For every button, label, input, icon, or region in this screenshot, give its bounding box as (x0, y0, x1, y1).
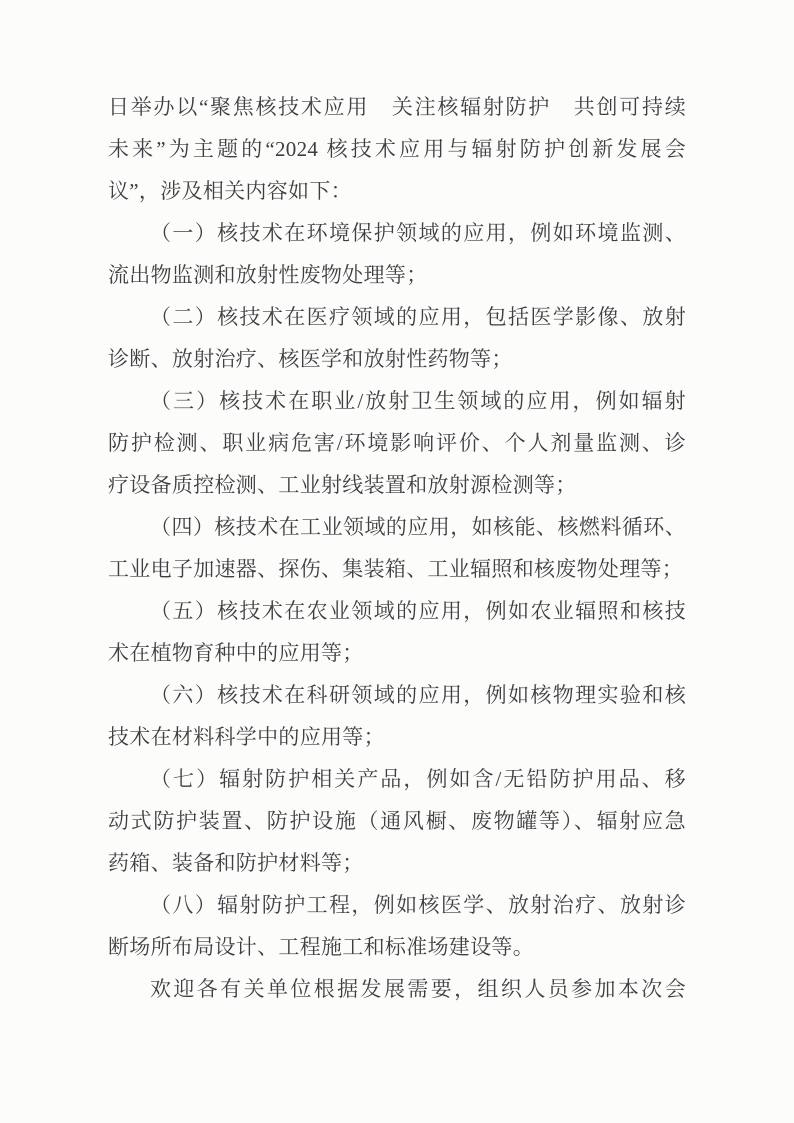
text-line: 断场所布局设计、工程施工和标准场建设等。 (108, 935, 534, 959)
text-line: （四）核技术在工业领域的应用，如核能、核燃料循环、 (150, 515, 686, 539)
text-line: （三）核技术在职业/放射卫生领域的应用，例如辐射 (150, 389, 686, 413)
text-line: 疗设备质控检测、工业射线装置和放射源检测等； (108, 473, 577, 497)
text-line: 术在植物育种中的应用等； (108, 641, 364, 665)
text-line: 防护检测、职业病危害/环境影响评价、个人剂量监测、诊 (108, 431, 686, 455)
text-line: 动式防护装置、防护设施（通风橱、废物罐等）、辐射应急 (108, 809, 686, 833)
text-line: 流出物监测和放射性废物处理等； (108, 263, 428, 287)
text-line: （一）核技术在环境保护领域的应用，例如环境监测、 (150, 221, 686, 245)
text-line: 未来”为主题的“2024 核技术应用与辐射防护创新发展会 (108, 137, 686, 161)
text-line: （七）辐射防护相关产品，例如含/无铅防护用品、移 (150, 767, 686, 791)
text-line: 日举办以“聚焦核技术应用 关注核辐射防护 共创可持续 (108, 95, 686, 119)
text-line: 技术在材料科学中的应用等； (108, 725, 385, 749)
text-line: （二）核技术在医疗领域的应用，包括医学影像、放射 (150, 305, 686, 329)
text-line: 欢迎各有关单位根据发展需要，组织人员参加本次会 (150, 977, 686, 1001)
text-line: 药箱、装备和防护材料等； (108, 851, 364, 875)
text-line: （五）核技术在农业领域的应用，例如农业辐照和核技 (150, 599, 686, 623)
text-line: 诊断、放射治疗、核医学和放射性药物等； (108, 347, 513, 371)
text-line: 议”，涉及相关内容如下： (108, 179, 352, 203)
text-line: 工业电子加速器、探伤、集装箱、工业辐照和核废物处理等； (108, 557, 684, 581)
text-line: （八）辐射防护工程，例如核医学、放射治疗、放射诊 (150, 893, 686, 917)
document-body (108, 86, 686, 1010)
text-line: （六）核技术在科研领域的应用，例如核物理实验和核 (150, 683, 686, 707)
